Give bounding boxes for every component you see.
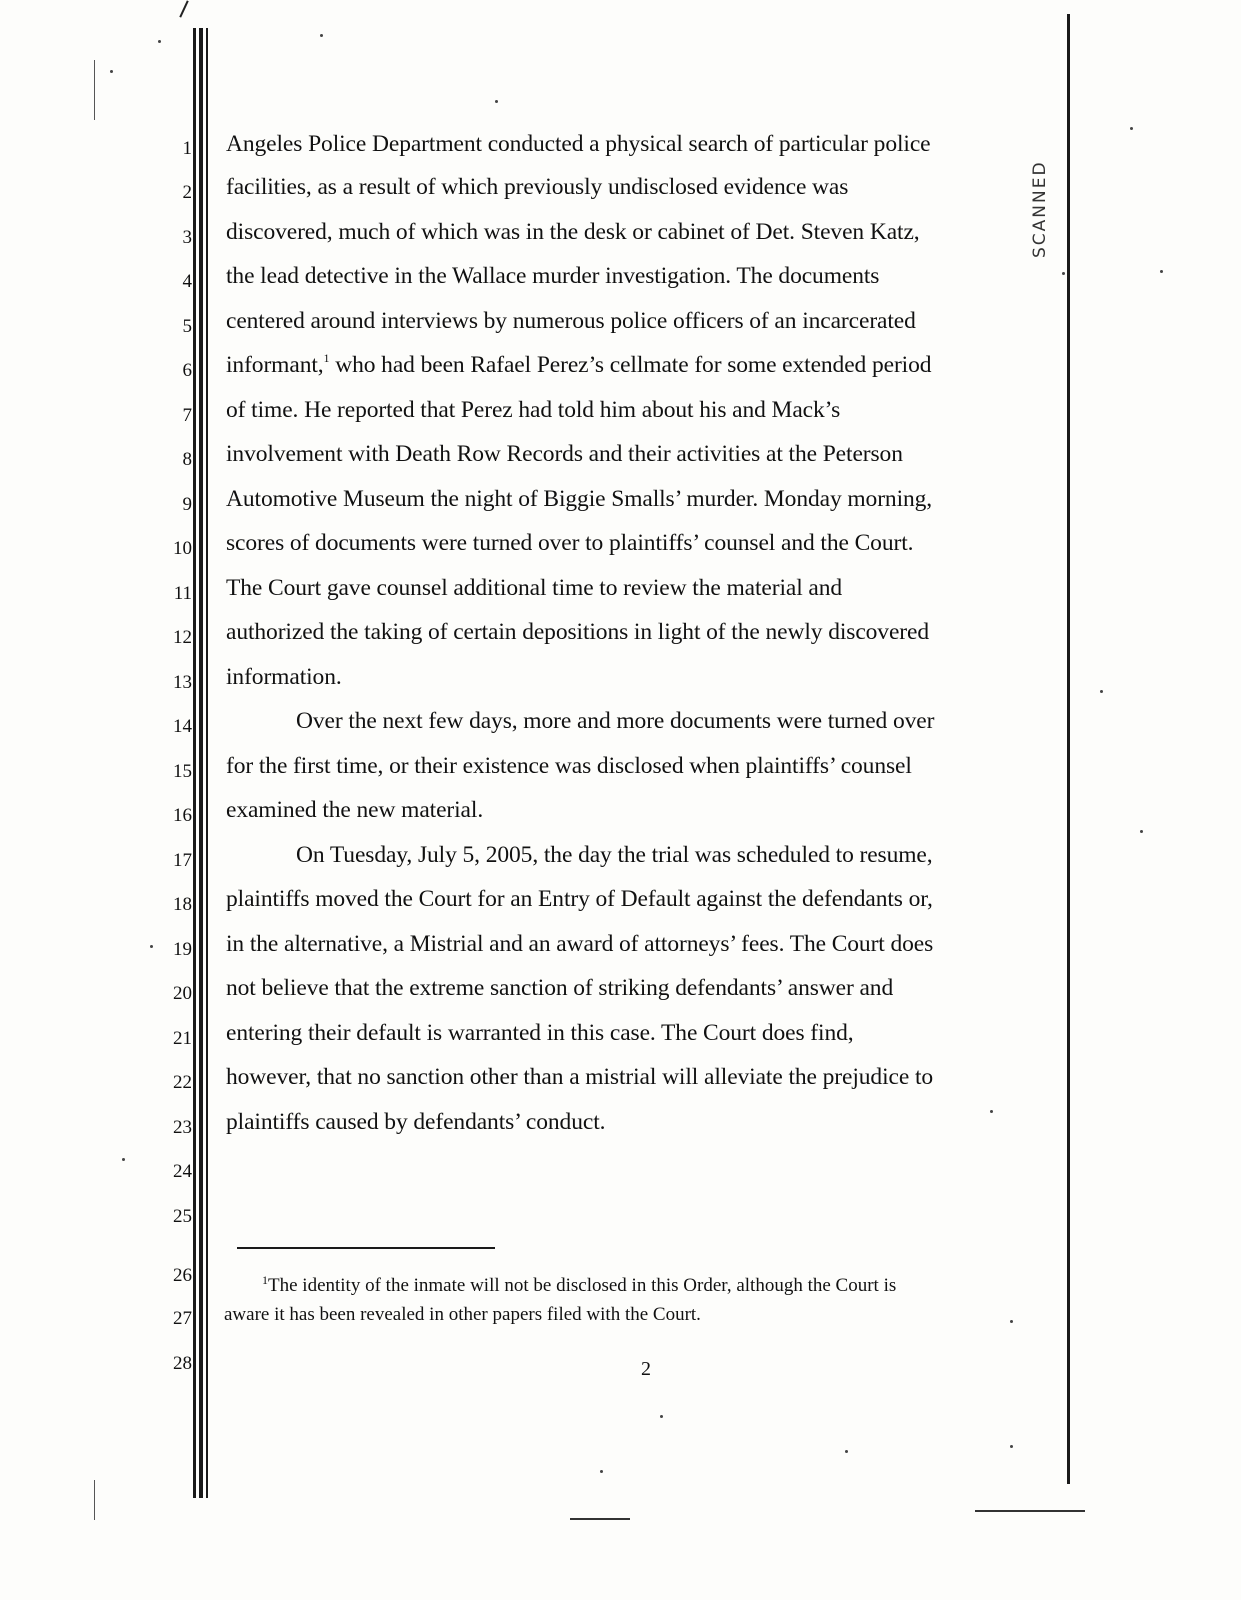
scan-speck [320, 34, 323, 37]
line-number: 28 [173, 1353, 192, 1374]
scan-speck [1140, 830, 1143, 833]
scan-speck [990, 1110, 993, 1113]
footnote-marker: 1 [262, 1273, 268, 1287]
line-number: 8 [182, 449, 192, 470]
body-text-line: entering their default is warranted in this case. The Court does find, [226, 1020, 854, 1046]
line-number: 18 [173, 894, 192, 915]
scan-speck [1062, 272, 1065, 275]
scan-speck [495, 100, 498, 103]
body-text-line: for the first time, or their existence was disclosed when plaintiffs’ counsel [226, 753, 912, 779]
pleading-margin-rule [193, 28, 196, 1498]
body-text-line: plaintiffs moved the Court for an Entry of Default against the defendants or, [226, 886, 933, 912]
line-number: 11 [173, 583, 192, 604]
line-number: 24 [173, 1161, 192, 1182]
scanned-stamp: SCANNED [1030, 160, 1050, 258]
body-text-line: Over the next few days, more and more documents were turned over [296, 708, 935, 734]
line-number: 2 [182, 182, 192, 203]
body-text-line: examined the new material. [226, 797, 484, 823]
body-text-line: discovered, much of which was in the desk or cabinet of Det. Steven Katz, [226, 219, 920, 245]
scan-speck [110, 70, 113, 73]
body-text-line: On Tuesday, July 5, 2005, the day the trial was scheduled to resume, [296, 842, 933, 868]
body-text-fragment: who had been Rafael Perez’s cellmate for some extended period [335, 352, 932, 378]
scan-speck [1160, 270, 1163, 273]
body-text-line: in the alternative, a Mistrial and an award of attorneys’ fees. The Court does [226, 931, 934, 957]
line-number: 26 [173, 1265, 192, 1286]
scan-speck [1010, 1320, 1013, 1323]
line-number: 13 [173, 672, 192, 693]
footnote-separator [237, 1247, 495, 1249]
line-number: 25 [173, 1206, 192, 1227]
body-text-line: of time. He reported that Perez had told him about his and Mack’s [226, 397, 841, 423]
line-number: 23 [173, 1117, 192, 1138]
line-number: 10 [173, 538, 192, 559]
pleading-margin-rule [206, 28, 208, 1498]
body-text-line: The Court gave counsel additional time to review the material and [226, 575, 843, 601]
body-text-line: authorized the taking of certain depositions in light of the newly discovered [226, 619, 929, 645]
body-text-line: information. [226, 664, 342, 690]
line-number: 1 [182, 138, 192, 159]
pleading-margin-rule [199, 28, 203, 1498]
line-number: 5 [182, 316, 192, 337]
scan-speck [122, 1158, 125, 1161]
line-number: 12 [173, 627, 192, 648]
body-text-fragment: informant, [226, 352, 324, 378]
scan-speck [1100, 690, 1103, 693]
line-number: 3 [182, 227, 192, 248]
line-number: 21 [173, 1028, 192, 1049]
scan-speck [600, 1470, 603, 1473]
scan-artifact-line [94, 60, 95, 120]
scan-speck [150, 945, 153, 948]
body-text-line: not believe that the extreme sanction of striking defendants’ answer and [226, 975, 894, 1001]
body-text-line: facilities, as a result of which previously undisclosed evidence was [226, 174, 849, 200]
line-number: 6 [182, 360, 192, 381]
line-number: 9 [182, 494, 192, 515]
line-number: 17 [173, 850, 192, 871]
scan-speck [1010, 1445, 1013, 1448]
scan-speck [158, 40, 161, 43]
line-number: 14 [173, 716, 192, 737]
scan-artifact-mark [179, 0, 188, 17]
right-margin-rule [1067, 14, 1070, 1484]
scan-artifact-line [94, 1480, 95, 1520]
scan-speck [660, 1415, 663, 1418]
body-text-line: Automotive Museum the night of Biggie Smalls’ murder. Monday morning, [226, 486, 933, 512]
scan-speck [845, 1450, 848, 1453]
body-text-line: scores of documents were turned over to plaintiffs’ counsel and the Court. [226, 530, 914, 556]
body-text-line: however, that no sanction other than a mistrial will alleviate the prejudice to [226, 1064, 934, 1090]
footnote-reference: 1 [323, 351, 330, 365]
body-text-line [226, 351, 932, 378]
line-number: 20 [173, 983, 192, 1004]
line-number: 4 [182, 271, 192, 292]
footnote-text-line: aware it has been revealed in other papers filed with the Court. [224, 1304, 701, 1325]
line-number: 15 [173, 761, 192, 782]
line-number: 22 [173, 1072, 192, 1093]
footnote-text-line: The identity of the inmate will not be disclosed in this Order, although the Court is [268, 1275, 897, 1296]
line-number: 19 [173, 939, 192, 960]
page-number: 2 [641, 1358, 651, 1380]
body-text-line: involvement with Death Row Records and their activities at the Peterson [226, 441, 903, 467]
scan-artifact-line [975, 1510, 1085, 1512]
line-number: 16 [173, 805, 192, 826]
line-number: 27 [173, 1308, 192, 1329]
body-text-line: Angeles Police Department conducted a physical search of particular police [226, 131, 931, 157]
body-text-line: plaintiffs caused by defendants’ conduct. [226, 1109, 606, 1135]
footnote-text [262, 1273, 897, 1296]
scan-speck [1130, 127, 1133, 130]
line-number: 7 [182, 405, 192, 426]
body-text-line: centered around interviews by numerous police officers of an incarcerated [226, 308, 916, 334]
scan-artifact-line [570, 1518, 630, 1520]
body-text-line: the lead detective in the Wallace murder investigation. The documents [226, 263, 880, 289]
